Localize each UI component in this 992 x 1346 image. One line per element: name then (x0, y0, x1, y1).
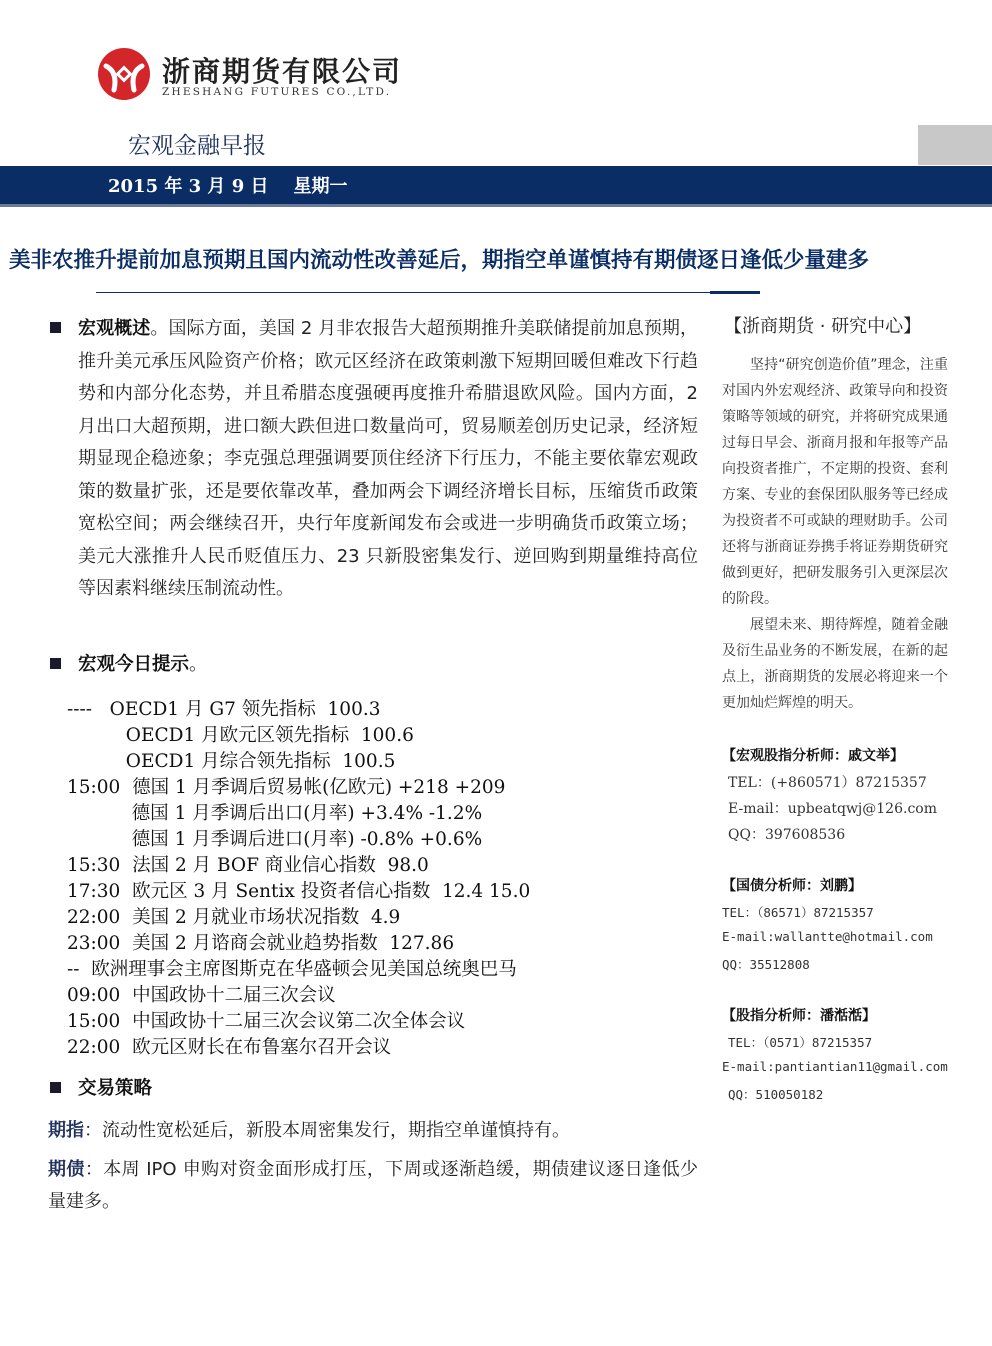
headline-divider-accent (710, 291, 760, 294)
header-gray-tab (918, 125, 992, 165)
strategy-bond-text: ：本周 IPO 申购对资金面形成打压，下周或逐渐趋缓，期债建议逐日逢低少量建多。 (48, 1159, 698, 1212)
headline-divider (96, 292, 710, 293)
strategy-index-label: 期指 (48, 1120, 84, 1141)
sidebar-outlook: 展望未来、期待辉煌，随着金融及衍生品业务的不断发展，在新的起点上，浙商期货的发展必将迎来一个更加灿烂辉煌的明天。 (722, 617, 948, 711)
overview-paragraph (78, 313, 698, 606)
analyst-qq: QQ：510050182 (728, 1087, 824, 1102)
company-name-en: ZHESHANG FUTURES CO.,LTD. (162, 86, 392, 98)
analyst-tel: TEL：（86571）87215357 (722, 905, 874, 920)
analyst-email: E-mail:pantiantian11@gmail.com (722, 1059, 948, 1074)
today-calendar-list (67, 697, 530, 1061)
strategy-bond-label: 期债 (48, 1159, 85, 1180)
calendar-item: 15:30 法国 2 月 BOF 商业信心指数 98.0 (67, 855, 429, 876)
report-date: 2015 年 3 月 9 日 星期一 (108, 176, 348, 197)
strategy-section-title: 交易策略 (78, 1078, 153, 1099)
calendar-item: 德国 1 月季调后出口(月率) +3.4% -1.2% (67, 803, 483, 824)
analyst-heading: 【国债分析师：刘鹏】 (722, 878, 862, 894)
calendar-item: 15:00 德国 1 月季调后贸易帐(亿欧元) +218 +209 (67, 777, 506, 798)
overview-title: 宏观概述 (78, 318, 151, 339)
calendar-item: ---- OECD1 月 G7 领先指标 100.3 (67, 699, 381, 720)
bullet-square-icon (50, 1082, 61, 1093)
calendar-item: 15:00 中国政协十二届三次会议第二次全体会议 (67, 1011, 466, 1032)
strategy-bond (48, 1154, 698, 1218)
calendar-item: 22:00 美国 2 月就业市场状况指数 4.9 (67, 907, 401, 928)
report-name: 宏观金融早报 (128, 133, 266, 159)
analyst-qq: QQ：397608536 (728, 827, 846, 843)
analyst-qq: QQ：35512808 (722, 957, 810, 972)
bullet-square-icon (50, 322, 61, 333)
company-logo-icon (96, 46, 152, 102)
calendar-item: 17:30 欧元区 3 月 Sentix 投资者信心指数 12.4 15.0 (67, 881, 531, 902)
overview-text: 。国际方面，美国 2 月非农报告大超预期推升美联储提前加息预期，推升美元承压风险资产价格；欧元区经济在政策刺激下短期回暖但难改下行趋势和内部分化态势，并且希腊态度强硬再度推升希腊退欧风险。国内方面，2 月出口大超预期，进口额大跌但进口数量尚可，贸易顺差创历史记录，经济短期显现企稳迹象；李克强总理强调要顶住经济下行压力，不能主要依靠宏观政策的数量扩张，还是要依靠改革，叠加两会下调经济增长目标，压缩货币政策宽松空间；两会继续召开，央行年度新闻发布会或进一步明确货币政策立场；美元大涨推升人民币贬值压力、23 只新股密集发行、逆回购到期量维持高位等因素料继续压制流动性。 (78, 318, 698, 599)
strategy-index (48, 1115, 698, 1147)
calendar-item: 22:00 欧元区财长在布鲁塞尔召开会议 (67, 1037, 392, 1058)
analyst-tel: TEL：（0571）87215357 (728, 1035, 873, 1050)
calendar-item: 德国 1 月季调后进口(月率) -0.8% +0.6% (67, 829, 483, 850)
today-section-title: 宏观今日提示。 (78, 654, 208, 675)
analyst-heading: 【宏观股指分析师：戚文举】 (722, 748, 904, 764)
sidebar-title: 【浙商期货 · 研究中心】 (724, 316, 922, 337)
analyst-heading: 【股指分析师：潘湉湉】 (722, 1008, 876, 1024)
calendar-item: -- 欧洲理事会主席图斯克在华盛顿会见美国总统奥巴马 (67, 959, 517, 980)
bullet-square-icon (50, 658, 61, 669)
analyst-email: E-mail：upbeatqwj@126.com (728, 801, 937, 817)
calendar-item: 09:00 中国政协十二届三次会议 (67, 985, 336, 1006)
calendar-item: OECD1 月综合领先指标 100.5 (67, 751, 396, 772)
analyst-tel: TEL：(+860571）87215357 (728, 775, 927, 791)
calendar-item: OECD1 月欧元区领先指标 100.6 (67, 725, 414, 746)
strategy-index-text: ：流动性宽松延后，新股本周密集发行，期指空单谨慎持有。 (84, 1120, 570, 1141)
company-name-cn: 浙商期货有限公司 (162, 55, 403, 88)
headline: 美非农推升提前加息预期且国内流动性改善延后，期指空单谨慎持有期债逐日逢低少量建多 (9, 248, 870, 273)
analyst-email: E-mail:wallantte@hotmail.com (722, 929, 933, 944)
sidebar-intro: 坚持“研究创造价值”理念，注重对国内外宏观经济、政策导向和投资策略等领域的研究，并将研究成果通过每日早会、浙商月报和年报等产品向投资者推广，不定期的投资、套利方案、专业的套保团队服务等已经成为投资者不可或缺的理财助手。公司还将与浙商证券携手将证券期货研究做到更好，把研发服务引入更深层次的阶段。 (722, 357, 948, 607)
calendar-item: 23:00 美国 2 月谘商会就业趋势指数 127.86 (67, 933, 455, 954)
